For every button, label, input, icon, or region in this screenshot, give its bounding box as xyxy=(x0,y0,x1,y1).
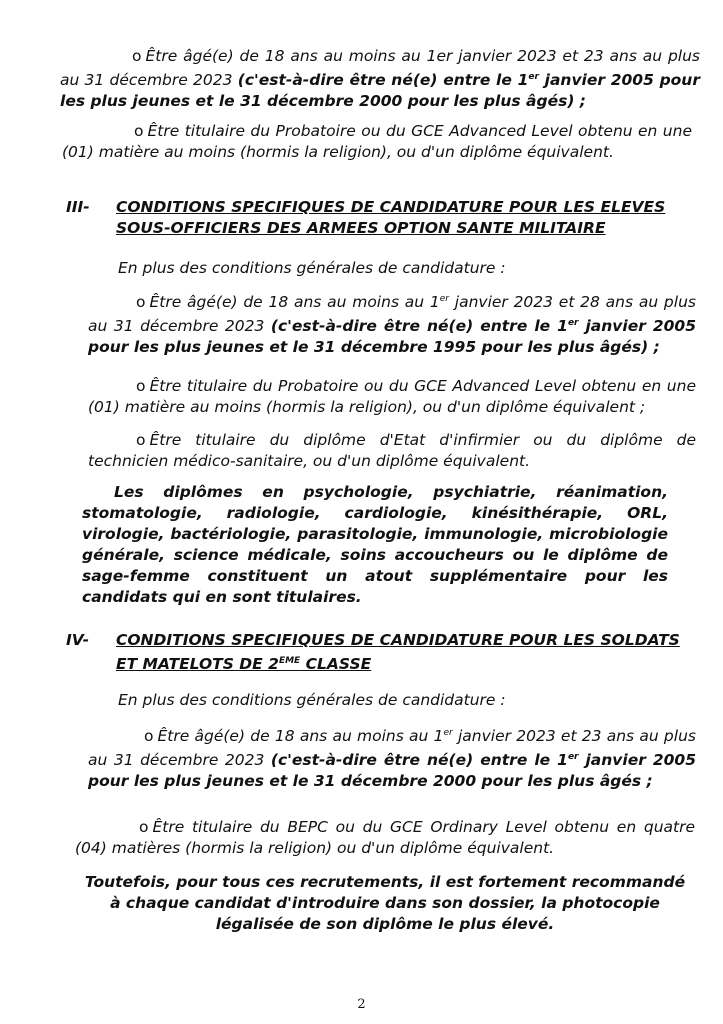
section-3-intro: En plus des conditions générales de candidature : xyxy=(118,259,506,277)
bullet-marker: o xyxy=(136,377,146,395)
bullet-diploma-top xyxy=(62,121,692,163)
page-number: 2 xyxy=(357,997,366,1012)
superscript: er xyxy=(528,72,539,82)
bullet-text: janvier 2023 et 23 ans au plus au 31 décembre 2023 xyxy=(88,727,696,770)
bullet-diploma-s4 xyxy=(75,817,695,859)
title-text: CLASSE xyxy=(300,655,372,674)
bullet-text: Être âgé(e) de 18 ans au moins au 1er janvier 2023 et 23 ans au plus au 31 décembre 2023 xyxy=(60,47,700,90)
bullet-age-s4 xyxy=(88,723,696,792)
section-title-line1: CONDITIONS SPECIFIQUES DE CANDIDATURE POUR LES SOLDATS xyxy=(116,631,680,649)
bullet-age-s3 xyxy=(88,289,696,358)
bullet-text-bold: (c'est-à-dire être né(e) entre le 1 xyxy=(270,317,568,336)
bullet-text-bold: janvier 2005 pour les plus jeunes et le 31 décembre 2000 pour les plus âgés) ; xyxy=(60,71,700,111)
superscript: er xyxy=(443,728,453,738)
bullet-marker: o xyxy=(132,47,142,65)
bullet-diploma-s3 xyxy=(88,376,696,418)
section-title-line2 xyxy=(116,651,371,675)
section-4-intro: En plus des conditions générales de candidature : xyxy=(118,691,506,709)
title-text: ET MATELOTS DE 2 xyxy=(116,655,279,674)
section-title-line1: CONDITIONS SPECIFIQUES DE CANDIDATURE POUR LES ELEVES xyxy=(116,198,666,216)
section-4-heading xyxy=(66,630,686,674)
bullet-text: Être âgé(e) de 18 ans au moins au 1 xyxy=(157,727,444,746)
bullet-text-bold: janvier 2005 pour les plus jeunes et le 31 décembre 1995 pour les plus âgés) ; xyxy=(88,317,696,357)
section-3-heading xyxy=(66,197,686,241)
bullet-marker: o xyxy=(134,122,144,140)
bullet-text: Être titulaire du Probatoire ou du GCE Advanced Level obtenu en une (01) matière au moins (hormis la religion), ou d'un diplôme équivalent ; xyxy=(88,377,696,416)
section-number: IV- xyxy=(66,631,90,649)
bullet-text: janvier 2023 et 28 ans au plus au 31 décembre 2023 xyxy=(88,293,696,336)
superscript: er xyxy=(567,752,579,763)
bullet-text-bold: (c'est-à-dire être né(e) entre le 1 xyxy=(270,751,568,770)
superscript: er xyxy=(439,294,449,304)
bullet-age-top xyxy=(60,46,700,112)
bullet-text: Être âgé(e) de 18 ans au moins au 1 xyxy=(149,293,440,312)
bullet-nursing-s3 xyxy=(88,430,696,472)
bullet-text: Être titulaire du Probatoire ou du GCE Advanced Level obtenu en une (01) matière au moins (hormis la religion), ou d'un diplôme équivalent. xyxy=(62,122,692,161)
bullet-text-bold: (c'est-à-dire être né(e) entre le 1 xyxy=(237,71,529,90)
bullet-marker: o xyxy=(136,431,146,449)
section-3-note: Les diplômes en psychologie, psychiatrie, réanimation, stomatologie, radiologie, cardiologie, kinésithérapie, ORL, virologie, bactériologie, parasitologie, immunologie, microbiologie générale, science médicale, soins accoucheurs ou le diplôme de sage-femme constituent un atout supplémentaire pour les candidats qui en sont titulaires. xyxy=(82,483,668,606)
bullet-marker: o xyxy=(136,293,146,312)
closing-note: Toutefois, pour tous ces recrutements, il est fortement recommandé à chaque candidat d'introduire dans son dossier, la photocopie légalisée de son diplôme le plus élevé. xyxy=(84,873,686,933)
superscript: EME xyxy=(278,656,301,666)
superscript: er xyxy=(567,318,579,329)
bullet-text: Être titulaire du BEPC ou du GCE Ordinary Level obtenu en quatre (04) matières (hormis la religion) ou d'un diplôme équivalent. xyxy=(75,818,695,857)
section-number: III- xyxy=(66,198,90,216)
bullet-text-bold: janvier 2005 pour les plus jeunes et le 31 décembre 2000 pour les plus âgés ; xyxy=(88,751,696,791)
bullet-marker: o xyxy=(139,818,149,836)
bullet-marker: o xyxy=(144,727,154,746)
section-title-line2: SOUS-OFFICIERS DES ARMEES OPTION SANTE MILITAIRE xyxy=(116,219,606,237)
bullet-text: Être titulaire du diplôme d'Etat d'infirmier ou du diplôme de technicien médico-sanitaire, ou d'un diplôme équivalent. xyxy=(88,431,696,470)
